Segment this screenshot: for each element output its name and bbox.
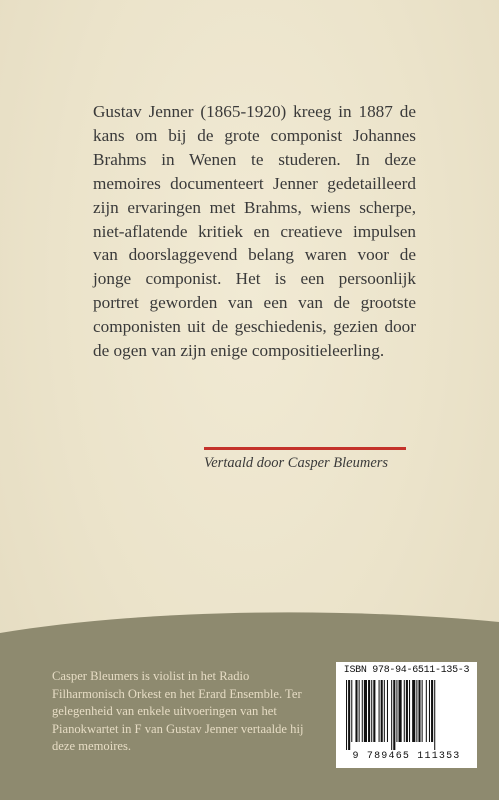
barcode-bars bbox=[346, 680, 471, 750]
isbn-label: ISBN 978-94-6511-135-3 bbox=[343, 665, 470, 676]
translator-credit: Vertaald door Casper Bleumers bbox=[204, 455, 389, 471]
red-divider-line bbox=[204, 447, 406, 450]
isbn-barcode bbox=[336, 662, 477, 768]
barcode-digits: 9 789465 111353 bbox=[352, 751, 461, 762]
translator-bio: Casper Bleumers is violist in het Radio Filharmonisch Orkest en het Erard Ensemble. Ter gelegenheid van enkele uitvoeringen van het Pianokwartet in F van Gustav Jenner vertaalde hij deze memoires. bbox=[52, 669, 304, 754]
blurb-text: Gustav Jenner (1865-1920) kreeg in 1887 de kans om bij de grote componist Johannes Brahms in Wenen te studeren. In deze memoires documenteert Jenner gedetailleerd zijn ervaringen met Brahms, wiens scherpe, niet-aflatende kritiek en creatieve impulsen van doorslaggevend belang waren voor de jonge componist. Het is een persoonlijk portret geworden van een van de grootste componisten uit de geschiedenis, gezien door de ogen van zijn enige compositieleerling. bbox=[93, 102, 416, 361]
